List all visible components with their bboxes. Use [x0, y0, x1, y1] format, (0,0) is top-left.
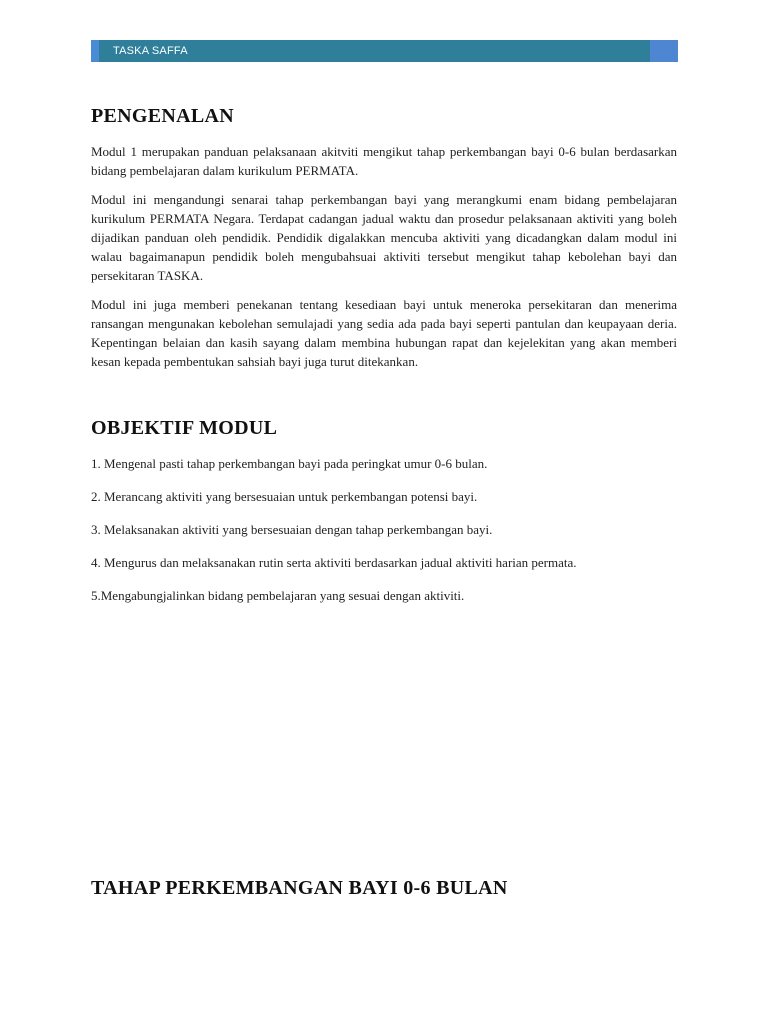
paragraph-1: Modul 1 merupakan panduan pelaksanaan akitviti mengikut tahap perkembangan bayi 0-6 bulan berdasarkan bidang pembelajaran dalam kurikulum PERMATA.	[91, 144, 677, 178]
header-bar	[91, 40, 678, 62]
header-accent-right	[650, 40, 678, 62]
objective-item-1: 1. Mengenal pasti tahap perkembangan bayi pada peringkat umur 0-6 bulan.	[91, 456, 488, 471]
objective-item-4: 4. Mengurus dan melaksanakan rutin serta aktiviti berdasarkan jadual aktiviti harian permata.	[91, 555, 577, 570]
document-body	[91, 100, 677, 899]
objective-item-2: 2. Merancang aktiviti yang bersesuaian untuk perkembangan potensi bayi.	[91, 489, 478, 504]
paragraph-3: Modul ini juga memberi penekanan tentang kesediaan bayi untuk meneroka persekitaran dan menerima ransangan mengunakan kebolehan semulajadi yang sedia ada pada bayi seperti pantulan dan keupayaan deria. Kepentingan belaian dan kasih sayang dalam membina hubungan rapat dan kejelekitan yang akan memberi kesan kepada pembentukan sahsiah bayi juga turut ditekankan.	[91, 297, 677, 369]
section-title-pengenalan: PENGENALAN	[91, 105, 235, 127]
header-accent-left	[91, 40, 99, 62]
objective-item-5: 5.Mengabungjalinkan bidang pembelajaran yang sesuai dengan aktiviti.	[91, 588, 465, 603]
section-title-tahap: TAHAP PERKEMBANGAN BAYI 0-6 BULAN	[91, 877, 508, 899]
objective-list	[91, 454, 677, 605]
header-title: TASKA SAFFA	[113, 45, 188, 57]
paragraph-2: Modul ini mengandungi senarai tahap perkembangan bayi yang merangkumi enam bidang pembelajaran kurikulum PERMATA Negara. Terdapat cadangan jadual waktu dan prosedur pelaksanaan aktiviti yang boleh dijadikan panduan oleh pendidik. Pendidik digalakkan mencuba aktiviti yang dicadangkan dalam modul ini walau bagaimanapun pendidik boleh mengubahsuai aktiviti tersebut mengikut tahap kebolehan bayi dan persekitaran TASKA.	[91, 192, 677, 283]
objective-item-3: 3. Melaksanakan aktiviti yang bersesuaian dengan tahap perkembangan bayi.	[91, 522, 493, 537]
section-title-objektif: OBJEKTIF MODUL	[91, 417, 278, 439]
